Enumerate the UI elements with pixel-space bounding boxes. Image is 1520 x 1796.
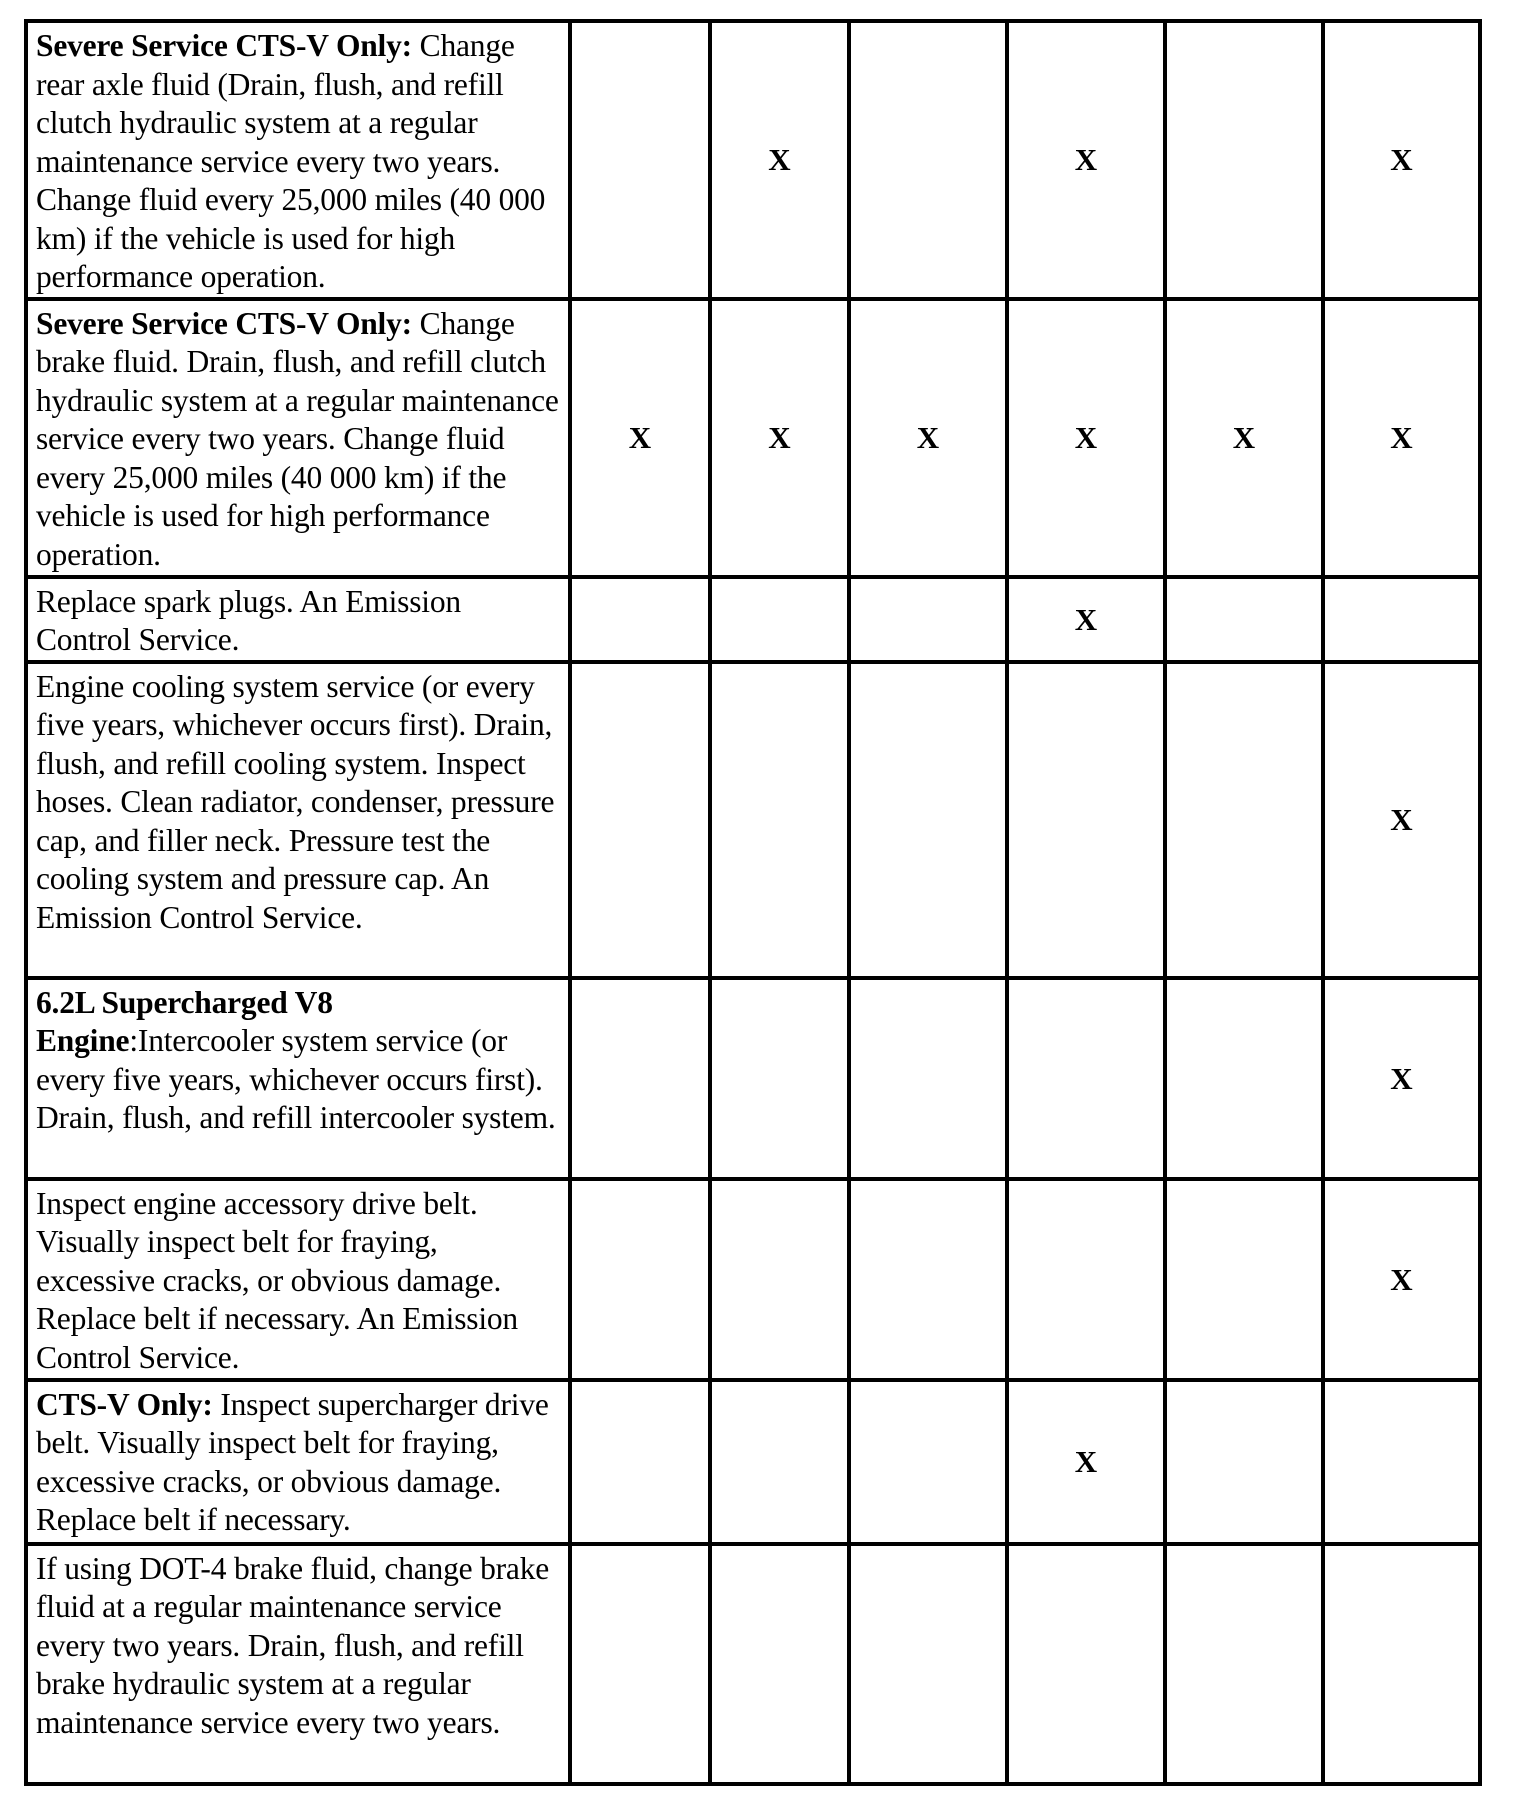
service-description-cell bbox=[26, 1544, 570, 1784]
interval-mark: X bbox=[1390, 1060, 1413, 1096]
interval-mark: X bbox=[1074, 142, 1098, 178]
interval-mark: X bbox=[1074, 601, 1098, 637]
interval-mark: X bbox=[768, 142, 791, 178]
interval-cell bbox=[710, 21, 849, 299]
service-description-cell bbox=[26, 299, 570, 577]
interval-cell bbox=[849, 1380, 1007, 1544]
interval-cell bbox=[1165, 299, 1323, 577]
interval-cell bbox=[710, 1179, 849, 1380]
interval-mark: X bbox=[1390, 420, 1413, 455]
interval-mark: X bbox=[1074, 420, 1098, 455]
service-qualifier: 6.2L Supercharged V8 Engine bbox=[36, 984, 333, 1058]
interval-cell bbox=[710, 1380, 849, 1544]
interval-cell bbox=[710, 1544, 849, 1784]
interval-cell bbox=[849, 662, 1007, 978]
interval-mark: X bbox=[1390, 1261, 1413, 1297]
service-description-text: Inspect engine accessory drive belt. Visually inspect belt for fraying, excessive cracks, or obvious damage. Replace belt if necessary. An Emission Control Service. bbox=[36, 1185, 518, 1375]
interval-cell bbox=[570, 299, 710, 577]
interval-cell bbox=[849, 299, 1007, 577]
table-body bbox=[26, 21, 1480, 1784]
maintenance-schedule-table bbox=[24, 19, 1482, 1786]
table-row bbox=[26, 577, 1480, 662]
service-description-cell bbox=[26, 662, 570, 978]
interval-cell bbox=[1007, 21, 1165, 299]
interval-cell bbox=[1323, 1179, 1480, 1380]
interval-cell bbox=[1007, 1544, 1165, 1784]
service-description-cell bbox=[26, 1380, 570, 1544]
interval-cell bbox=[1165, 1179, 1323, 1380]
interval-mark: X bbox=[768, 420, 791, 455]
interval-cell bbox=[1165, 662, 1323, 978]
table-row bbox=[26, 1179, 1480, 1380]
interval-mark: X bbox=[1232, 420, 1256, 455]
interval-cell bbox=[1165, 577, 1323, 662]
interval-mark: X bbox=[1390, 142, 1413, 178]
interval-cell bbox=[849, 1179, 1007, 1380]
interval-cell bbox=[1323, 1380, 1480, 1544]
interval-cell bbox=[1323, 577, 1480, 662]
service-description-cell bbox=[26, 577, 570, 662]
service-description-text: Change brake fluid. Drain, flush, and refill clutch hydraulic system at a regular maintenance service every two years. Change fluid every 25,000 miles (40 000 km) if the vehicle is used for high performance operation. bbox=[36, 305, 559, 572]
table-row bbox=[26, 299, 1480, 577]
service-description-text: Change rear axle fluid (Drain, flush, and refill clutch hydraulic system at a regular maintenance service every two years. Change fluid every 25,000 miles (40 000 km) if the vehicle is used for high performance operation. bbox=[36, 28, 546, 294]
service-qualifier: Severe Service CTS-V Only: bbox=[36, 305, 412, 341]
interval-cell bbox=[1007, 662, 1165, 978]
table-row bbox=[26, 978, 1480, 1179]
interval-cell bbox=[570, 1544, 710, 1784]
interval-cell bbox=[570, 577, 710, 662]
table-row bbox=[26, 1380, 1480, 1544]
interval-cell bbox=[849, 1544, 1007, 1784]
service-qualifier: CTS-V Only: bbox=[36, 1386, 213, 1422]
interval-cell bbox=[1165, 978, 1323, 1179]
interval-cell bbox=[1323, 978, 1480, 1179]
service-description-cell bbox=[26, 21, 570, 299]
service-qualifier-suffix: : bbox=[129, 1023, 138, 1058]
interval-cell bbox=[570, 978, 710, 1179]
service-description-cell bbox=[26, 978, 570, 1179]
interval-cell bbox=[1007, 577, 1165, 662]
interval-cell bbox=[710, 577, 849, 662]
service-description-cell bbox=[26, 1179, 570, 1380]
service-qualifier-suffix bbox=[412, 28, 420, 63]
interval-cell bbox=[1165, 1380, 1323, 1544]
service-description-text: Intercooler system service (or every five years, whichever occurs first). Drain, flush, and refill intercooler system. bbox=[36, 1023, 556, 1135]
interval-cell bbox=[1323, 299, 1480, 577]
interval-cell bbox=[849, 577, 1007, 662]
interval-cell bbox=[570, 1380, 710, 1544]
interval-mark: X bbox=[1390, 802, 1413, 837]
interval-mark: X bbox=[1074, 1444, 1098, 1479]
service-qualifier-suffix bbox=[412, 306, 420, 341]
interval-cell bbox=[570, 662, 710, 978]
table-row bbox=[26, 21, 1480, 299]
service-description-text: Inspect supercharger drive belt. Visually inspect belt for fraying, excessive cracks, or obvious damage. Replace belt if necessary. bbox=[36, 1386, 549, 1537]
interval-cell bbox=[1165, 1544, 1323, 1784]
interval-cell bbox=[570, 21, 710, 299]
interval-cell bbox=[849, 21, 1007, 299]
table-row bbox=[26, 1544, 1480, 1784]
interval-cell bbox=[710, 978, 849, 1179]
interval-cell bbox=[710, 662, 849, 978]
interval-cell bbox=[570, 1179, 710, 1380]
interval-cell bbox=[710, 299, 849, 577]
interval-cell bbox=[1007, 978, 1165, 1179]
service-description-text: Replace spark plugs. An Emission Control Service. bbox=[36, 583, 461, 657]
interval-cell bbox=[1165, 21, 1323, 299]
interval-cell bbox=[1323, 21, 1480, 299]
interval-mark: X bbox=[916, 420, 940, 455]
interval-cell bbox=[1007, 299, 1165, 577]
service-description-text: Engine cooling system service (or every five years, whichever occurs first). Drain, flush, and refill cooling system. Inspect hoses. Clean radiator, condenser, pressure cap, and filler neck. Pressure test the cooling system and pressure cap. An Emission Control Service. bbox=[36, 668, 555, 935]
interval-cell bbox=[1323, 662, 1480, 978]
interval-cell bbox=[849, 978, 1007, 1179]
interval-cell bbox=[1323, 1544, 1480, 1784]
service-description-text: If using DOT-4 brake fluid, change brake fluid at a regular maintenance service every two years. Drain, flush, and refill brake hydraulic system at a regular maintenance service every two years. bbox=[36, 1550, 550, 1740]
interval-mark: X bbox=[628, 420, 652, 455]
service-qualifier: Severe Service CTS-V Only: bbox=[36, 28, 412, 63]
interval-cell bbox=[1007, 1380, 1165, 1544]
interval-cell bbox=[1007, 1179, 1165, 1380]
table-row bbox=[26, 662, 1480, 978]
